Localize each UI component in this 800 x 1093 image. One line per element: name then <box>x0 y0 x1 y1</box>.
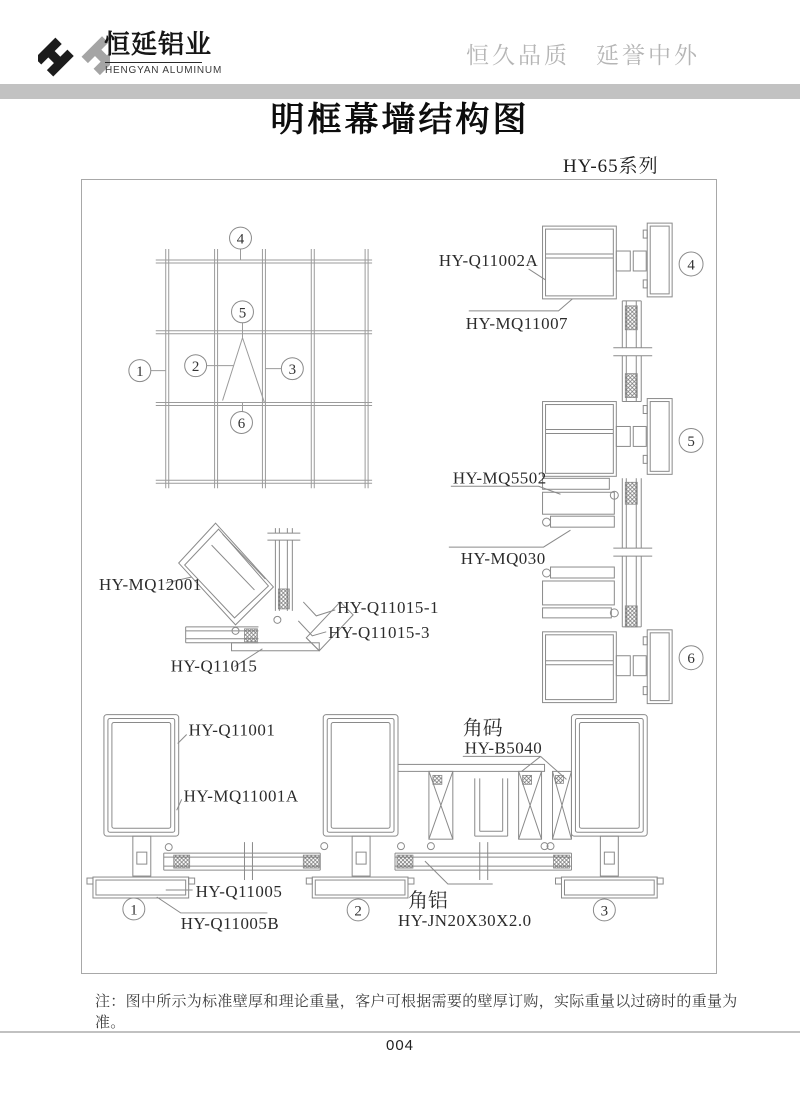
mullion-detail-2 <box>306 715 414 921</box>
mullion-detail-1 <box>87 715 195 920</box>
label-hy-mq030: HY-MQ030 <box>460 549 546 569</box>
brand-divider <box>105 62 202 63</box>
page-title: 明框幕墙结构图 <box>270 101 530 139</box>
corner-detail <box>99 523 439 676</box>
elevation-marker-6 <box>231 412 253 434</box>
label-hy-jn20x30x2: HY-JN20X30X2.0 <box>398 910 532 930</box>
glass-unit-vertical-bottom <box>613 478 652 627</box>
series-label: HY-65系列 <box>563 156 659 177</box>
label-jiaoma: 角码 <box>462 717 503 740</box>
label-hy-q11015: HY-Q11015 <box>170 656 258 676</box>
structure-drawing <box>82 180 716 973</box>
drawing-frame <box>81 179 717 974</box>
elevation-marker-5-number: 5 <box>238 305 247 322</box>
section-marker-1-number: 1 <box>130 902 138 919</box>
brand-logo-icon <box>38 16 110 92</box>
corner-code-brackets <box>398 764 571 849</box>
section-marker-5-number: 5 <box>687 433 695 450</box>
label-hy-q11005b: HY-Q11005B <box>180 913 280 933</box>
brand-name-en: HENGYAN ALUMINUM <box>105 65 223 76</box>
section-marker-2-number: 2 <box>354 903 362 920</box>
elevation-marker-5 <box>232 301 254 323</box>
section-detail-5 <box>451 399 703 528</box>
footer-divider <box>0 1031 800 1033</box>
label-jiaolv: 角铝 <box>407 889 448 912</box>
elevation-marker-3-number: 3 <box>288 362 297 379</box>
label-hy-b5040: HY-B5040 <box>464 738 543 758</box>
bottom-labels <box>157 717 567 933</box>
elevation-marker-4 <box>230 227 252 249</box>
elevation-marker-3 <box>281 358 303 380</box>
label-hy-q11015-1: HY-Q11015-1 <box>337 597 439 617</box>
page-number: 004 <box>385 1037 415 1054</box>
footnote: 注：图中所示为标准壁厚和理论重量，客户可根据需要的壁厚订购，实际重量以过磅时的重量为准。 <box>95 993 738 1031</box>
section-detail-4 <box>439 223 703 333</box>
elevation-marker-2 <box>185 355 207 377</box>
glass-unit-horizontal-right <box>395 842 571 880</box>
label-hy-q11005: HY-Q11005 <box>195 881 283 901</box>
header-accent-bar <box>0 84 800 99</box>
elevation-marker-6-number: 6 <box>237 415 246 432</box>
section-marker-3-number: 3 <box>600 903 609 920</box>
sash-assembly-mq030 <box>449 530 618 618</box>
label-hy-mq11007: HY-MQ11007 <box>465 313 569 333</box>
label-hy-mq11001a: HY-MQ11001A <box>183 786 299 806</box>
brand-tagline: 恒久品质 延誉中外 <box>466 42 700 68</box>
section-marker-6-number: 6 <box>687 651 695 668</box>
section-detail-6 <box>543 630 703 704</box>
section-marker-4-number: 4 <box>687 257 695 274</box>
glass-unit-horizontal-left <box>164 842 328 880</box>
elevation-marker-4-number: 4 <box>236 231 245 248</box>
brand-name-cn: 恒延铝业 <box>104 29 213 59</box>
elevation-grid <box>129 227 372 488</box>
elevation-marker-1 <box>129 360 151 382</box>
label-hy-q11015-3: HY-Q11015-3 <box>328 622 430 642</box>
glass-unit-vertical-top <box>613 301 652 402</box>
label-hy-mq12001: HY-MQ12001 <box>98 574 202 594</box>
label-hy-q11002a: HY-Q11002A <box>438 250 539 270</box>
label-hy-mq5502: HY-MQ5502 <box>452 468 547 488</box>
elevation-marker-1-number: 1 <box>136 364 144 381</box>
elevation-marker-2-number: 2 <box>191 359 200 376</box>
label-hy-q11001: HY-Q11001 <box>188 720 276 740</box>
